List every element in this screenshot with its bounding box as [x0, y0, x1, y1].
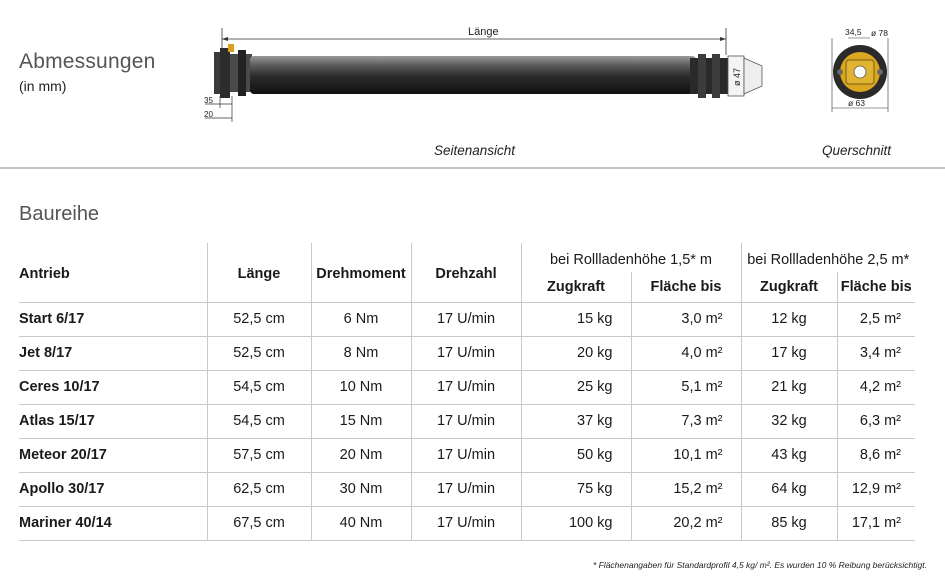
header-drehzahl: Drehzahl [411, 243, 521, 302]
cell-drehzahl: 17 U/min [411, 336, 521, 370]
cell-drehzahl: 17 U/min [411, 472, 521, 506]
header-zugkraft-1: Zugkraft [521, 272, 631, 302]
cross-dim-34-5: 34,5 [845, 27, 862, 37]
cell-laenge: 54,5 cm [207, 370, 311, 404]
side-view-caption: Seitenansicht [434, 143, 516, 158]
cell-drehmoment: 10 Nm [311, 370, 411, 404]
cell-zugkraft-2: 43 kg [741, 438, 837, 472]
cell-drehzahl: 17 U/min [411, 506, 521, 540]
cell-flaeche-1: 3,0 m² [631, 302, 741, 336]
cell-antrieb: Atlas 15/17 [19, 404, 207, 438]
cell-antrieb: Jet 8/17 [19, 336, 207, 370]
table-row [19, 404, 915, 438]
cell-laenge: 52,5 cm [207, 336, 311, 370]
cell-zugkraft-2: 32 kg [741, 404, 837, 438]
length-label: Länge [468, 26, 499, 38]
cell-zugkraft-1: 25 kg [521, 370, 631, 404]
cell-zugkraft-2: 21 kg [741, 370, 837, 404]
cell-flaeche-2: 6,3 m² [837, 404, 915, 438]
cell-flaeche-2: 12,9 m² [837, 472, 915, 506]
cell-zugkraft-1: 15 kg [521, 302, 631, 336]
abmessungen-unit: (in mm) [19, 78, 67, 94]
cell-drehzahl: 17 U/min [411, 404, 521, 438]
table-row [19, 506, 915, 540]
baureihe-title: Baureihe [19, 203, 100, 225]
cross-dim-63: ø 63 [848, 98, 866, 108]
cell-zugkraft-2: 85 kg [741, 506, 837, 540]
footnote: * Flächenangaben für Standardprofil 4,5 kg/ m². Es wurden 10 % Reibung berücksichtigt. [592, 560, 927, 570]
cell-laenge: 57,5 cm [207, 438, 311, 472]
cell-drehmoment: 20 Nm [311, 438, 411, 472]
cell-zugkraft-2: 17 kg [741, 336, 837, 370]
cell-drehmoment: 8 Nm [311, 336, 411, 370]
table-row [19, 438, 915, 472]
cell-antrieb: Mariner 40/14 [19, 506, 207, 540]
diameter-label: ø 47 [732, 67, 742, 86]
cell-zugkraft-1: 100 kg [521, 506, 631, 540]
abmessungen-title: Abmessungen [19, 50, 156, 73]
cell-antrieb: Apollo 30/17 [19, 472, 207, 506]
cell-flaeche-1: 4,0 m² [631, 336, 741, 370]
table-row [19, 472, 915, 506]
header-zugkraft-2: Zugkraft [741, 272, 837, 302]
header-flaeche-1: Fläche bis [631, 272, 741, 302]
cell-flaeche-1: 15,2 m² [631, 472, 741, 506]
cell-drehmoment: 40 Nm [311, 506, 411, 540]
cell-drehzahl: 17 U/min [411, 370, 521, 404]
header-flaeche-2: Fläche bis [837, 272, 915, 302]
motor-head [214, 44, 252, 98]
cell-drehzahl: 17 U/min [411, 302, 521, 336]
cell-zugkraft-1: 75 kg [521, 472, 631, 506]
cell-zugkraft-2: 64 kg [741, 472, 837, 506]
cell-flaeche-1: 10,1 m² [631, 438, 741, 472]
cell-flaeche-2: 17,1 m² [837, 506, 915, 540]
cross-dim-78: ø 78 [871, 28, 889, 38]
spec-table [19, 243, 915, 541]
table-row [19, 370, 915, 404]
cell-flaeche-1: 20,2 m² [631, 506, 741, 540]
cell-flaeche-2: 8,6 m² [837, 438, 915, 472]
dim-20: 20 [204, 110, 213, 119]
cell-drehmoment: 6 Nm [311, 302, 411, 336]
dim-35: 35 [204, 96, 213, 105]
cell-laenge: 52,5 cm [207, 302, 311, 336]
table-row [19, 336, 915, 370]
cross-section-caption: Querschnitt [822, 143, 892, 158]
header-group-2-5m: bei Rollladenhöhe 2,5 m* [741, 243, 915, 272]
cell-drehmoment: 15 Nm [311, 404, 411, 438]
cell-flaeche-1: 7,3 m² [631, 404, 741, 438]
header-group-1-5m: bei Rollladenhöhe 1,5* m [521, 243, 741, 272]
cell-flaeche-1: 5,1 m² [631, 370, 741, 404]
cell-drehmoment: 30 Nm [311, 472, 411, 506]
cell-antrieb: Start 6/17 [19, 302, 207, 336]
cell-antrieb: Meteor 20/17 [19, 438, 207, 472]
cell-zugkraft-1: 50 kg [521, 438, 631, 472]
cell-laenge: 62,5 cm [207, 472, 311, 506]
section-separator [0, 167, 945, 169]
cell-zugkraft-1: 20 kg [521, 336, 631, 370]
header-drehmoment: Drehmoment [311, 243, 411, 302]
cell-flaeche-2: 2,5 m² [837, 302, 915, 336]
header-antrieb: Antrieb [19, 266, 70, 283]
cell-zugkraft-2: 12 kg [741, 302, 837, 336]
motor-tube [250, 56, 696, 94]
cell-zugkraft-1: 37 kg [521, 404, 631, 438]
cell-drehzahl: 17 U/min [411, 438, 521, 472]
drive-adapter [690, 54, 762, 98]
cell-laenge: 67,5 cm [207, 506, 311, 540]
table-row [19, 302, 915, 336]
cell-flaeche-2: 4,2 m² [837, 370, 915, 404]
cell-flaeche-2: 3,4 m² [837, 336, 915, 370]
cell-antrieb: Ceres 10/17 [19, 370, 207, 404]
header-laenge: Länge [207, 243, 311, 302]
cell-laenge: 54,5 cm [207, 404, 311, 438]
